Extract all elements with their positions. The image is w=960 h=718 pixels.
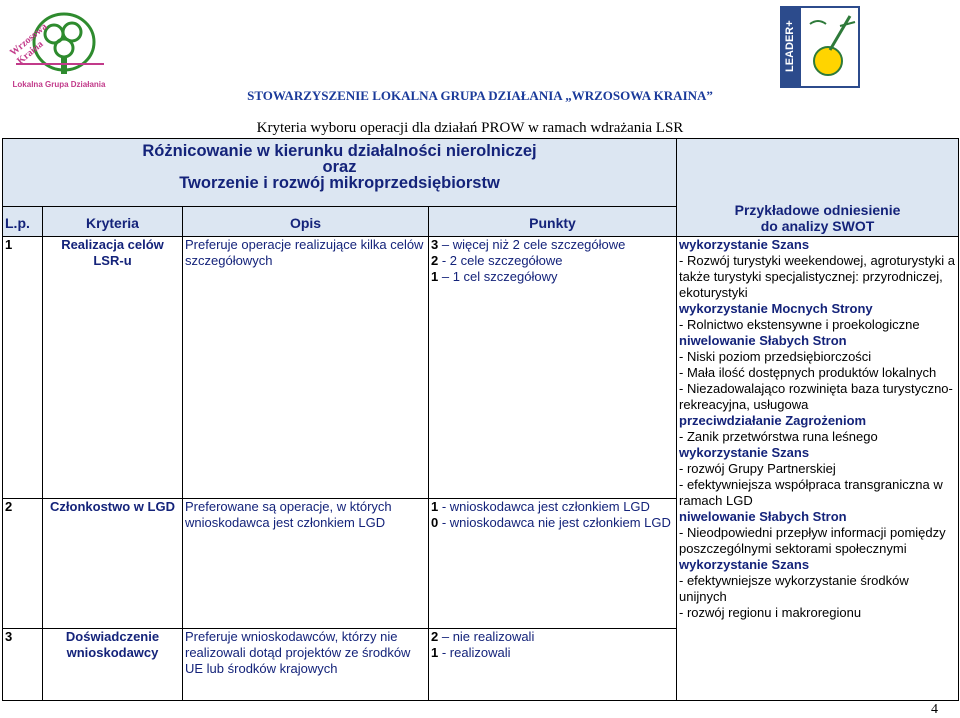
points-value: 1 [431, 269, 439, 284]
swot-header-line-1: Przykładowe odniesienie [734, 202, 901, 218]
title-line-3: Tworzenie i rozwój mikroprzedsiębiorstw [179, 174, 500, 192]
association-name: STOWARZYSZENIE LOKALNA GRUPA DZIAŁANIA „WRZOSOWA KRAINA” [247, 88, 713, 103]
swot-item: - Niezadowalająco rozwinięta baza turystyczno-rekreacyjna, usługowa [679, 381, 953, 412]
points-desc: – więcej niż 2 cele szczegółowe [438, 237, 626, 252]
col-punkty: Punkty [429, 207, 677, 237]
swot-item: - rozwój Grupy Partnerskiej [679, 461, 836, 476]
swot-item: - efektywniejsza współpraca transgraniczna w ramach LGD [679, 477, 943, 508]
row-1-lp: 1 [3, 237, 43, 499]
swot-category: niwelowanie Słabych Stron [679, 333, 847, 348]
swot-category: wykorzystanie Szans [679, 237, 810, 252]
swot-item: - efektywniejsze wykorzystanie środków unijnych [679, 573, 909, 604]
swot-category: niwelowanie Słabych Stron [679, 509, 847, 524]
points-desc: - wnioskodawca jest członkiem LGD [438, 499, 650, 514]
col-lp: L.p. [3, 207, 43, 237]
row-3-kryterium: Doświadczenie wnioskodawcy [43, 629, 183, 701]
row-3-opis: Preferuje wnioskodawców, którzy nie realizowali dotąd projektów ze środków UE lub środków krajowych [183, 629, 429, 701]
points-value: 2 [431, 629, 439, 644]
criteria-table [2, 138, 959, 701]
points-desc: - wnioskodawca nie jest członkiem LGD [438, 515, 671, 530]
points-desc: – nie realizowali [438, 629, 535, 644]
swot-category: przeciwdziałanie Zagrożeniom [679, 413, 867, 428]
row-1-opis: Preferuje operacje realizujące kilka celów szczegółowych [183, 237, 429, 499]
swot-item: - Nieodpowiedni przepływ informacji pomiędzy poszczególnymi sektorami społecznymi [679, 525, 946, 556]
points-value: 3 [431, 237, 439, 252]
row-2-punkty [429, 499, 677, 629]
lgd-logo-arc-text: Wrzosowa Kraina [8, 21, 50, 67]
points-desc: - realizowali [438, 645, 511, 660]
leader-logo-text: LEADER+ [784, 20, 796, 72]
title-line-2: oraz [322, 158, 357, 176]
swot-list [679, 237, 956, 621]
points-desc: - 2 cele szczegółowe [438, 253, 563, 268]
col-kryteria: Kryteria [43, 207, 183, 237]
row-3-lp: 3 [3, 629, 43, 701]
swot-category: wykorzystanie Mocnych Strony [679, 301, 873, 316]
table-title [3, 139, 677, 207]
table-row [3, 237, 959, 499]
swot-category: wykorzystanie Szans [679, 445, 810, 460]
points-value: 0 [431, 515, 439, 530]
title-line-1: Różnicowanie w kierunku działalności nierolniczej [142, 142, 537, 160]
swot-item: - Rolnictwo ekstensywne i proekologiczne [679, 317, 920, 332]
points-value: 1 [431, 499, 439, 514]
swot-header-line-2: do analizy SWOT [760, 218, 875, 234]
swot-item: - Niski poziom przedsiębiorczości [679, 349, 872, 364]
leader-logo [780, 6, 860, 88]
lgd-logo-caption: Lokalna Grupa Działania [12, 80, 106, 89]
swot-item: - Zanik przetwórstwa runa leśnego [679, 429, 878, 444]
swot-item: - Mała ilość dostępnych produktów lokalnych [679, 365, 937, 380]
swot-category: wykorzystanie Szans [679, 557, 810, 572]
swot-header [677, 139, 959, 237]
swot-item: - rozwój regionu i makroregionu [679, 605, 862, 620]
points-desc: – 1 cel szczegółowy [438, 269, 558, 284]
document-subtitle: Kryteria wyboru operacji dla działań PROW w ramach wdrażania LSR [256, 120, 684, 136]
col-opis: Opis [183, 207, 429, 237]
row-2-kryterium: Członkostwo w LGD [43, 499, 183, 629]
row-2-opis: Preferowane są operacje, w których wnioskodawca jest członkiem LGD [183, 499, 429, 629]
points-value: 2 [431, 253, 439, 268]
row-2-lp: 2 [3, 499, 43, 629]
row-3-punkty [429, 629, 677, 701]
page-number: 4 [931, 702, 938, 717]
swot-item: - Rozwój turystyki weekendowej, agroturystyki a także turystyki specjalistycznej: przyrodniczej, ekoturystyki [679, 253, 956, 300]
swot-cell [677, 237, 959, 701]
row-1-kryterium: Realizacja celów LSR-u [43, 237, 183, 499]
row-1-punkty [429, 237, 677, 499]
points-value: 1 [431, 645, 439, 660]
